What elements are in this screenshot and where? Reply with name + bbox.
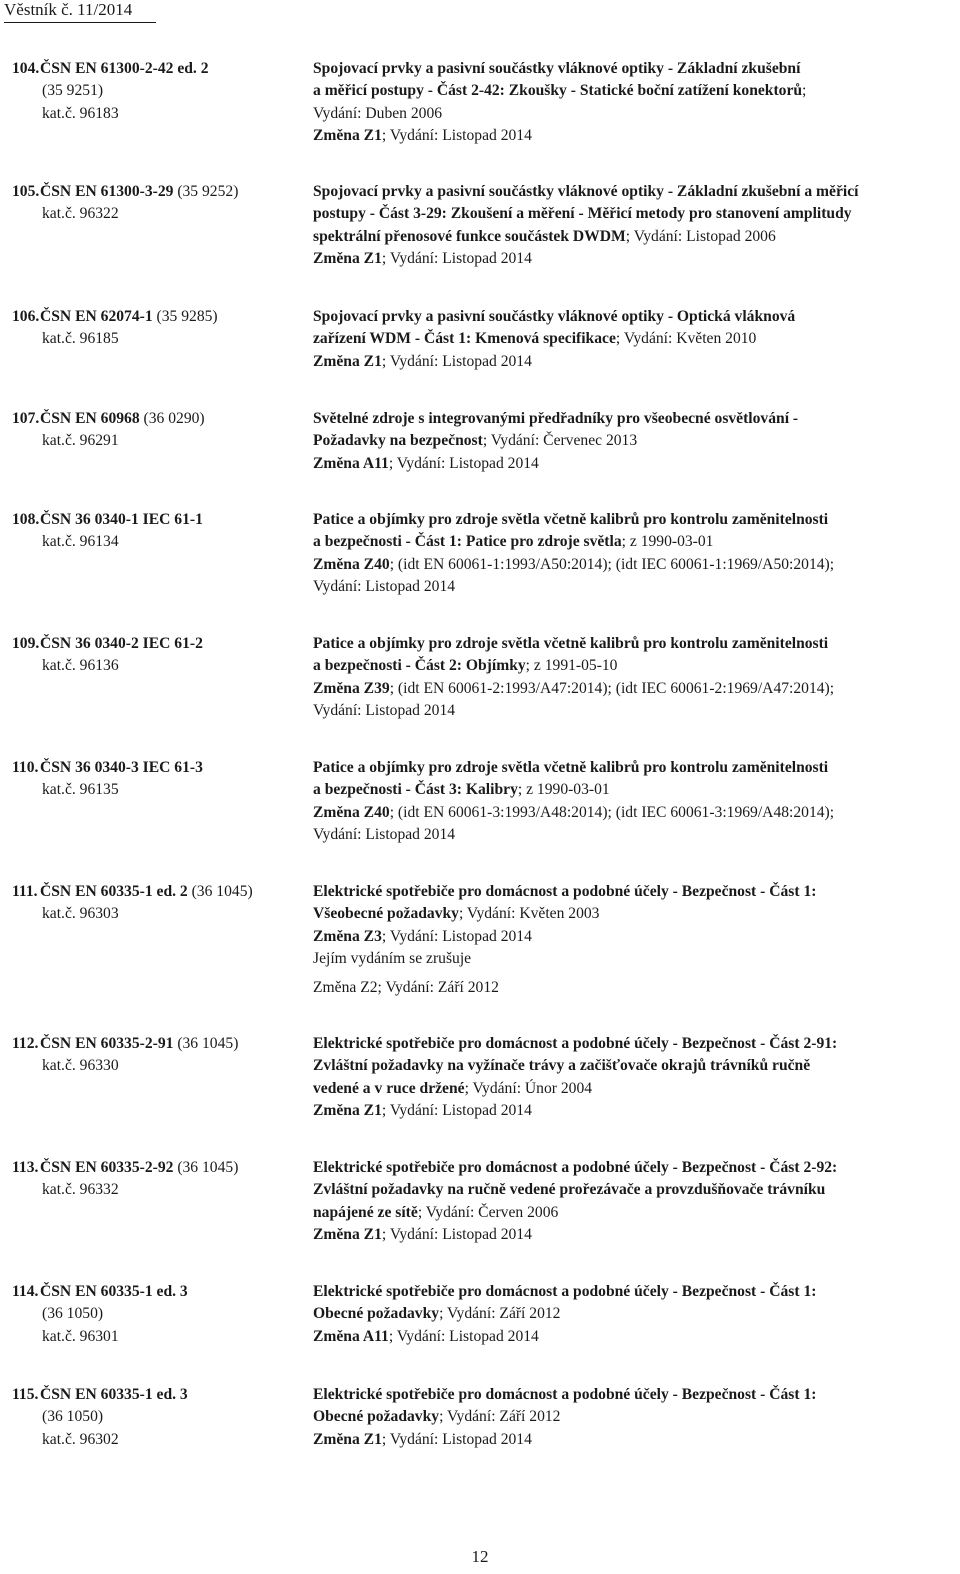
description-bold-text: Změna Z40 [313, 803, 390, 821]
journal-title: Věstník č. 11/2014 [4, 0, 133, 19]
reference-bold-text: ČSN 36 0340-3 IEC 61-3 [40, 759, 203, 776]
reference-line [40, 1157, 310, 1179]
entry-number: 112. [12, 1035, 39, 1052]
description-bold-text: Elektrické spotřebiče pro domácnost a podobné účely - Bezpečnost - Část 1: [313, 1283, 817, 1300]
description-text: ; Vydání: Červenec 2013 [482, 432, 638, 450]
description-line [313, 678, 948, 700]
description-text: ; [802, 82, 807, 100]
description-bold-text: Elektrické spotřebiče pro domácnost a podobné účely - Bezpečnost - Část 2-92: [313, 1159, 838, 1176]
description-text: ; Vydání: Listopad 2014 [381, 127, 532, 145]
description-text: ; (idt EN 60061-1:1993/A50:2014); (idt IEC 60061-1:1969/A50:2014); [389, 555, 835, 573]
reference-text: (35 9252) [173, 183, 239, 200]
standard-description [313, 1384, 948, 1451]
description-bold-text: Světelné zdroje s integrovanými předřadníky pro všeobecné osvětlování - [313, 410, 799, 427]
description-line [313, 80, 948, 102]
description-text: ; Vydání: Listopad 2014 [388, 1327, 539, 1345]
reference-line [40, 531, 310, 553]
description-line [313, 226, 948, 248]
reference-text: kat.č. 96291 [42, 432, 119, 450]
description-bold-text: postupy - Část 3-29: Zkoušení a měření - Měřicí metody pro stanovení amplitudy [313, 205, 852, 223]
description-line [313, 1429, 948, 1451]
description-bold-text: Patice a objímky pro zdroje světla včetně kalibrů pro kontrolu zaměnitelnosti [313, 635, 829, 652]
standard-reference [12, 58, 310, 125]
description-line [313, 103, 948, 125]
description-text: ; Vydání: Listopad 2014 [381, 352, 532, 370]
description-bold-text: Změna Z1 [313, 352, 382, 370]
description-text: Vydání: Listopad 2014 [313, 826, 456, 844]
standard-description [313, 881, 948, 999]
entry-number: 111. [12, 883, 38, 900]
description-bold-text: Změna Z3 [313, 927, 382, 945]
description-text: ; Vydání: Listopad 2014 [388, 454, 539, 472]
page-number [0, 1546, 960, 1568]
description-bold-text: Patice a objímky pro zdroje světla včetně kalibrů pro kontrolu zaměnitelnosti [313, 759, 829, 776]
reference-text: (36 1045) [187, 883, 253, 900]
standard-reference [12, 1281, 310, 1348]
reference-line [40, 903, 310, 925]
reference-bold-text: ČSN EN 60335-1 ed. 3 [40, 1386, 188, 1403]
reference-line [40, 633, 310, 655]
standard-description [313, 306, 948, 373]
description-line [313, 779, 948, 801]
reference-line [40, 430, 310, 452]
journal-header [4, 0, 156, 23]
description-bold-text: a bezpečnosti - Část 2: Objímky [313, 657, 526, 675]
reference-text: kat.č. 96183 [42, 104, 119, 122]
description-line [313, 430, 948, 452]
description-line [313, 203, 948, 225]
reference-text: kat.č. 96330 [42, 1057, 119, 1075]
description-bold-text: spektrální přenosové funkce součástek DWDM [313, 227, 626, 245]
description-text: ; z 1990-03-01 [517, 781, 610, 799]
reference-line [40, 203, 310, 225]
description-line [313, 125, 948, 147]
description-bold-text: Změna Z39 [313, 679, 390, 697]
description-line [313, 1100, 948, 1122]
reference-bold-text: ČSN EN 60335-1 ed. 2 [40, 883, 188, 900]
description-text: ; Vydání: Listopad 2014 [381, 1102, 532, 1120]
reference-line [40, 757, 310, 779]
standard-description [313, 58, 948, 148]
reference-text: (36 1050) [42, 1408, 104, 1426]
description-bold-text: Spojovací prvky a pasivní součástky vláknové optiky - Základní zkušební a měřicí [313, 183, 859, 200]
description-bold-text: Elektrické spotřebiče pro domácnost a podobné účely - Bezpečnost - Část 2-91: [313, 1035, 838, 1052]
reference-line [40, 328, 310, 350]
reference-bold-text: ČSN EN 60335-1 ed. 3 [40, 1283, 188, 1300]
entry-number: 115. [12, 1386, 39, 1403]
entry-number: 106. [12, 308, 40, 325]
description-text: ; (idt EN 60061-3:1993/A48:2014); (idt IEC 60061-3:1969/A48:2014); [389, 803, 835, 821]
reference-line [40, 779, 310, 801]
description-line [313, 509, 948, 531]
description-bold-text: Obecné požadavky [313, 1408, 440, 1426]
description-line [313, 1033, 948, 1055]
description-line [313, 1384, 948, 1406]
reference-line [40, 509, 310, 531]
description-text: ; Vydání: Listopad 2014 [381, 250, 532, 268]
description-bold-text: a měřicí postupy - Část 2-42: Zkoušky - Statické boční zatížení konektorů [313, 82, 803, 100]
standard-description [313, 1157, 948, 1247]
reference-bold-text: ČSN EN 60335-2-91 [40, 1035, 174, 1052]
description-line [313, 1281, 948, 1303]
standard-description [313, 1281, 948, 1348]
reference-line [40, 655, 310, 677]
standard-reference [12, 306, 310, 351]
description-bold-text: Elektrické spotřebiče pro domácnost a podobné účely - Bezpečnost - Část 1: [313, 1386, 817, 1403]
reference-bold-text: ČSN EN 61300-3-29 [40, 183, 174, 200]
description-text: ; Vydání: Listopad 2014 [381, 927, 532, 945]
description-line [313, 248, 948, 270]
reference-line [40, 103, 310, 125]
standard-reference [12, 408, 310, 453]
description-bold-text: Změna Z1 [313, 1102, 382, 1120]
description-line [313, 1202, 948, 1224]
description-line [313, 1326, 948, 1348]
entry-number: 104. [12, 60, 40, 77]
description-line [313, 181, 948, 203]
reference-line [40, 408, 310, 430]
description-line [313, 1406, 948, 1428]
reference-text: (36 1045) [173, 1159, 239, 1176]
description-text: ; Vydání: Září 2012 [439, 1408, 561, 1426]
reference-line [40, 1429, 310, 1451]
description-bold-text: vedené a v ruce držené [313, 1079, 465, 1097]
description-bold-text: a bezpečnosti - Část 3: Kalibry [313, 781, 518, 799]
description-bold-text: Spojovací prvky a pasivní součástky vláknové optiky - Základní zkušební [313, 60, 801, 77]
reference-text: (36 1050) [42, 1305, 104, 1323]
description-line [313, 926, 948, 948]
reference-line [40, 80, 310, 102]
description-bold-text: Změna Z1 [313, 1226, 382, 1244]
standard-reference [12, 181, 310, 226]
description-text: ; Vydání: Listopad 2014 [381, 1226, 532, 1244]
description-line [313, 700, 948, 722]
description-bold-text: Zvláštní požadavky na vyžínače trávy a začišťovače okrajů trávníků ručně [313, 1057, 811, 1075]
description-bold-text: Obecné požadavky [313, 1305, 440, 1323]
standard-reference [12, 633, 310, 678]
description-bold-text: Změna A11 [313, 1327, 389, 1345]
reference-line [40, 1179, 310, 1201]
reference-bold-text: ČSN 36 0340-1 IEC 61-1 [40, 511, 203, 528]
description-text: ; Vydání: Únor 2004 [464, 1079, 593, 1097]
standard-reference [12, 757, 310, 802]
description-text: Vydání: Duben 2006 [313, 104, 443, 122]
standard-reference [12, 1157, 310, 1202]
description-text: Vydání: Listopad 2014 [313, 702, 456, 720]
standard-description [313, 181, 948, 271]
reference-text: (36 0290) [139, 410, 205, 427]
description-line [313, 633, 948, 655]
description-line [313, 351, 948, 373]
standard-reference [12, 509, 310, 554]
reference-text: (36 1045) [173, 1035, 239, 1052]
reference-text: kat.č. 96134 [42, 533, 119, 551]
description-bold-text: Požadavky na bezpečnost [313, 432, 483, 450]
standard-description [313, 1033, 948, 1123]
description-line [313, 58, 948, 80]
description-bold-text: Změna Z1 [313, 250, 382, 268]
description-line [313, 903, 948, 925]
reference-text: kat.č. 96301 [42, 1327, 119, 1345]
entry-number: 105. [12, 183, 40, 200]
description-line [313, 576, 948, 598]
description-text: ; (idt EN 60061-2:1993/A47:2014); (idt IEC 60061-2:1969/A47:2014); [389, 679, 835, 697]
reference-line [40, 58, 310, 80]
description-line [313, 1157, 948, 1179]
description-bold-text: Změna Z40 [313, 555, 390, 573]
description-text: ; z 1990-03-01 [621, 533, 714, 551]
description-text: ; z 1991-05-10 [525, 657, 618, 675]
reference-line [40, 1406, 310, 1428]
description-bold-text: Změna Z1 [313, 127, 382, 145]
reference-bold-text: ČSN 36 0340-2 IEC 61-2 [40, 635, 203, 652]
description-line [313, 757, 948, 779]
description-bold-text: Patice a objímky pro zdroje světla včetně kalibrů pro kontrolu zaměnitelnosti [313, 511, 829, 528]
reference-text: kat.č. 96136 [42, 657, 119, 675]
description-line [313, 1078, 948, 1100]
description-line [313, 554, 948, 576]
reference-bold-text: ČSN EN 62074-1 [40, 308, 153, 325]
description-line [313, 977, 948, 999]
standard-reference [12, 1384, 310, 1451]
reference-text: kat.č. 96135 [42, 781, 119, 799]
reference-line [40, 1303, 310, 1325]
description-line [313, 328, 948, 350]
description-text: Změna Z2; Vydání: Září 2012 [313, 978, 499, 996]
description-line [313, 453, 948, 475]
reference-line [40, 306, 310, 328]
description-line [313, 1179, 948, 1201]
reference-text: kat.č. 96303 [42, 905, 119, 923]
description-bold-text: Všeobecné požadavky [313, 905, 459, 923]
standard-description [313, 757, 948, 847]
description-bold-text: zařízení WDM - Část 1: Kmenová specifikace [313, 330, 616, 348]
reference-text: kat.č. 96332 [42, 1181, 119, 1199]
reference-line [40, 1326, 310, 1348]
reference-text: (35 9285) [152, 308, 218, 325]
reference-text: (35 9251) [42, 82, 104, 100]
description-line [313, 824, 948, 846]
description-line [313, 1224, 948, 1246]
description-text: Jejím vydáním se zrušuje [313, 950, 472, 968]
reference-line [40, 181, 310, 203]
standard-reference [12, 1033, 310, 1078]
description-bold-text: Změna Z1 [313, 1430, 382, 1448]
reference-bold-text: ČSN EN 61300-2-42 ed. 2 [40, 60, 209, 77]
standard-reference [12, 881, 310, 926]
description-line [313, 1055, 948, 1077]
description-bold-text: Zvláštní požadavky na ručně vedené prořezávače a provzdušňovače trávníku [313, 1181, 826, 1199]
reference-line [40, 1384, 310, 1406]
description-line [313, 408, 948, 430]
entry-number: 113. [12, 1159, 39, 1176]
reference-bold-text: ČSN EN 60968 [40, 410, 140, 427]
description-line [313, 655, 948, 677]
reference-bold-text: ČSN EN 60335-2-92 [40, 1159, 174, 1176]
entry-number: 107. [12, 410, 40, 427]
description-text: ; Vydání: Listopad 2006 [625, 227, 776, 245]
description-text: ; Vydání: Září 2012 [439, 1305, 561, 1323]
description-text: ; Vydání: Květen 2003 [458, 905, 600, 923]
page-number-text: 12 [471, 1547, 489, 1566]
standard-description [313, 408, 948, 475]
description-line [313, 948, 948, 970]
description-bold-text: napájené ze sítě [313, 1203, 418, 1221]
description-line [313, 881, 948, 903]
reference-line [40, 1281, 310, 1303]
reference-text: kat.č. 96185 [42, 330, 119, 348]
reference-line [40, 881, 310, 903]
standard-description [313, 509, 948, 599]
entry-number: 109. [12, 635, 40, 652]
description-line [313, 802, 948, 824]
description-text: ; Vydání: Červen 2006 [417, 1203, 559, 1221]
description-text: ; Vydání: Listopad 2014 [381, 1430, 532, 1448]
description-bold-text: a bezpečnosti - Část 1: Patice pro zdroje světla [313, 533, 622, 551]
description-bold-text: Spojovací prvky a pasivní součástky vláknové optiky - Optická vláknová [313, 308, 796, 325]
description-text: ; Vydání: Květen 2010 [615, 330, 757, 348]
standard-description [313, 633, 948, 723]
entry-number: 110. [12, 759, 39, 776]
description-line [313, 306, 948, 328]
description-line [313, 531, 948, 553]
description-text: Vydání: Listopad 2014 [313, 578, 456, 596]
entry-number: 114. [12, 1283, 39, 1300]
reference-text: kat.č. 96322 [42, 205, 119, 223]
description-line [313, 1303, 948, 1325]
reference-line [40, 1033, 310, 1055]
reference-text: kat.č. 96302 [42, 1430, 119, 1448]
description-bold-text: Změna A11 [313, 454, 389, 472]
description-bold-text: Elektrické spotřebiče pro domácnost a podobné účely - Bezpečnost - Část 1: [313, 883, 817, 900]
entry-number: 108. [12, 511, 40, 528]
reference-line [40, 1055, 310, 1077]
